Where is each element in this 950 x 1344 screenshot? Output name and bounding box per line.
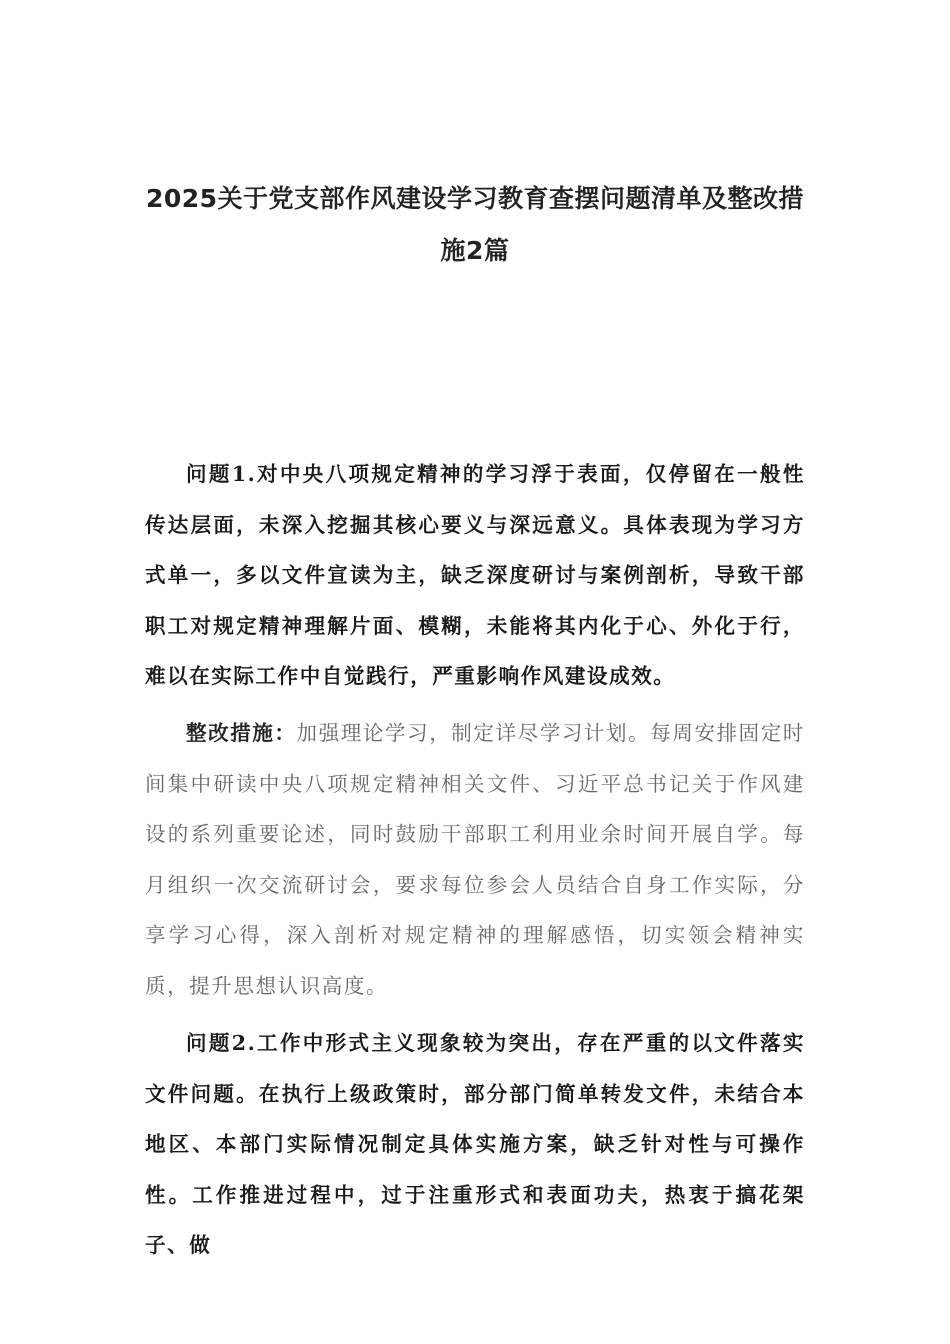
measure-paragraph-1 bbox=[145, 708, 805, 1011]
document-title bbox=[145, 173, 805, 277]
issue-2-text: 问题2.工作中形式主义现象较为突出，存在严重的以文件落实文件问题。在执行上级政策时，部分部门简单转发文件，未结合本地区、本部门实际情况制定具体实施方案，缺乏针对性与可操作性。工作推进过程中，过于注重形式和表面功夫，热衷于搞花架子、做 bbox=[145, 1031, 805, 1257]
title-line-2: 施2篇 bbox=[440, 235, 510, 265]
issue-1-text: 问题1.对中央八项规定精神的学习浮于表面，仅停留在一般性传达层面，未深入挖掘其核心要义与深远意义。具体表现为学习方式单一，多以文件宣读为主，缺乏深度研讨与案例剖析，导致干部职工对规定精神理解片面、模糊，未能将其内化于心、外化于行，难以在实际工作中自觉践行，严重影响作风建设成效。 bbox=[145, 462, 805, 688]
issue-paragraph-1 bbox=[145, 449, 805, 702]
issue-paragraph-2 bbox=[145, 1018, 805, 1271]
measure-1-text: 加强理论学习，制定详尽学习计划。每周安排固定时间集中研读中央八项规定精神相关文件、习近平总书记关于作风建设的系列重要论述，同时鼓励干部职工利用业余时间开展自学。每月组织一次交流研讨会，要求每位参会人员结合自身工作实际，分享学习心得，深入剖析对规定精神的理解感悟，切实领会精神实质，提升思想认识高度。 bbox=[145, 721, 805, 998]
title-line-1: 2025关于党支部作风建设学习教育查摆问题清单及整改措 bbox=[145, 183, 805, 213]
measure-label: 整改措施： bbox=[186, 721, 297, 745]
